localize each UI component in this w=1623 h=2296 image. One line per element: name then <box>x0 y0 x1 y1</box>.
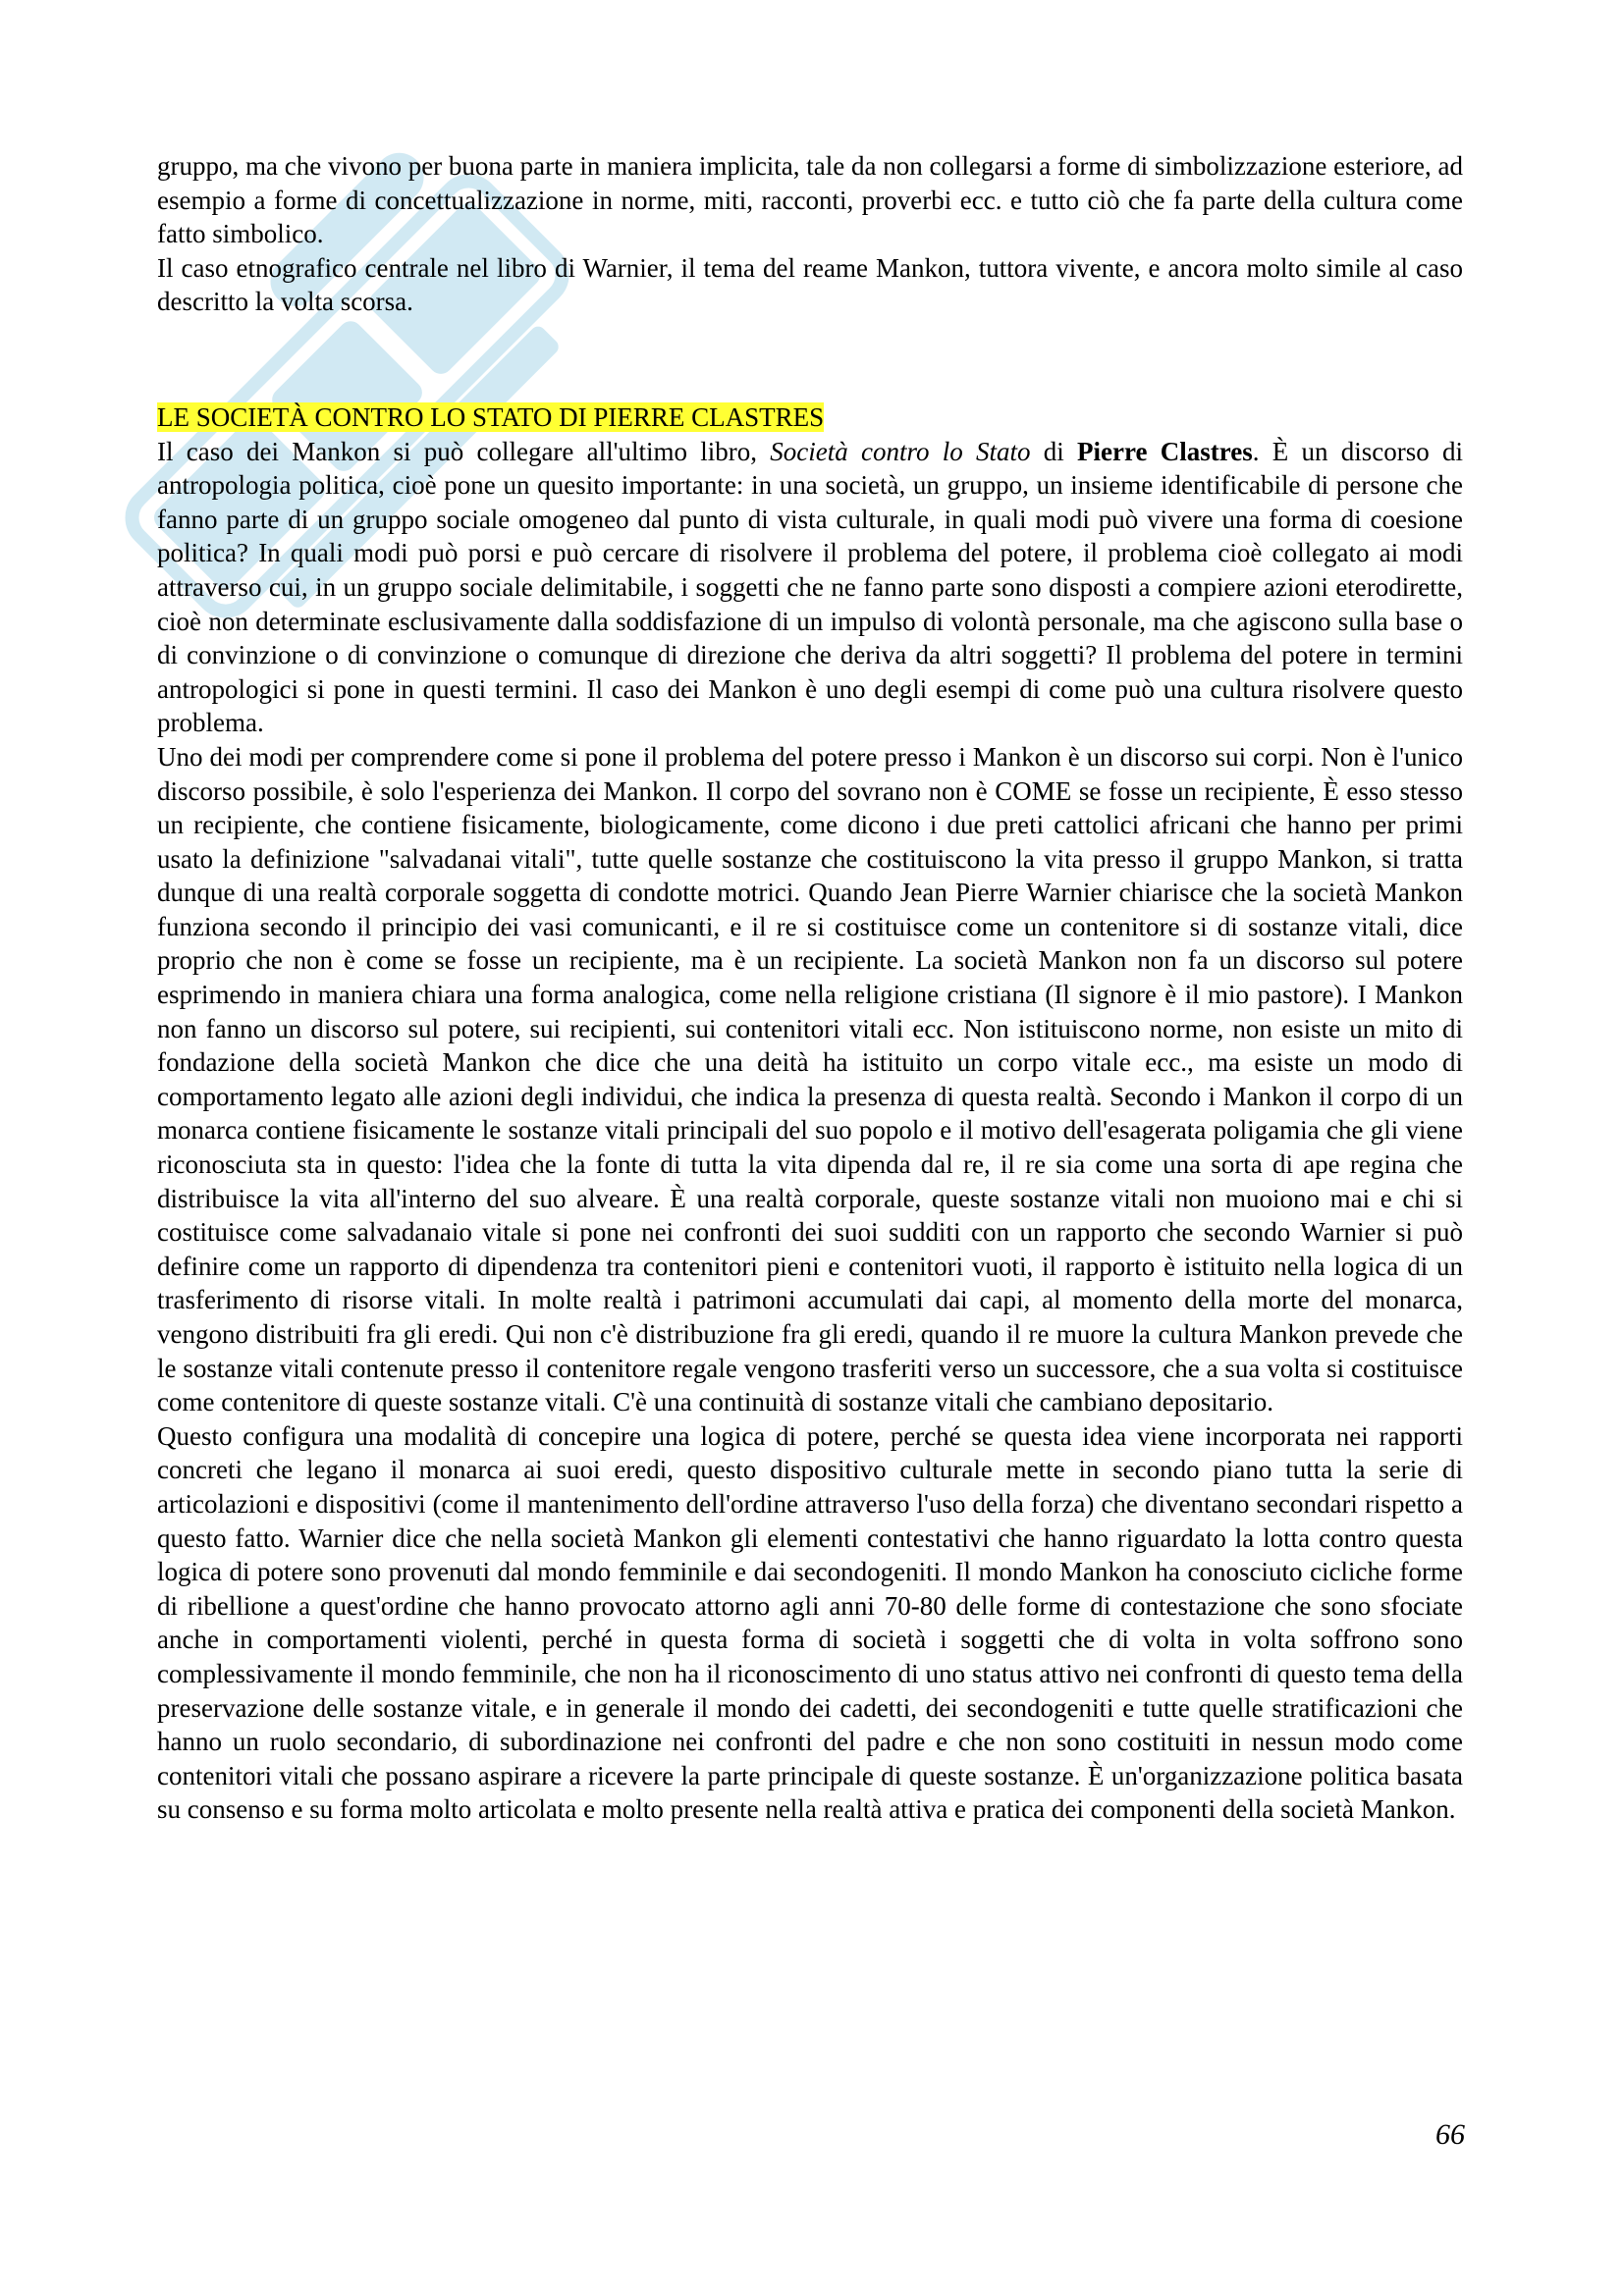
paragraph-3: Questo configura una modalità di concepire una logica di potere, perché se questa idea viene incorporata nei rapporti concreti che legano il monarca ai suoi eredi, questo dispositivo culturale mette in secondo piano tutta la serie di articolazioni e dispositivi (come il mantenimento dell'ordine attraverso l'uso della forza) che diventano secondari rispetto a questo fatto. Warnier dice che nella società Mankon gli elementi contestativi che hanno riguardato la lotta contro questa logica di potere sono provenuti dal mondo femminile e dai secondogeniti. Il mondo Mankon ha conosciuto cicliche forme di ribellione a quest'ordine che hanno provocato attorno agli anni 70-80 delle forme di contestazione che sono sfociate anche in comportamenti violenti, perché in questa forma di società i soggetti che di volta in volta soffrono sono complessivamente il mondo femminile, che non ha il riconoscimento di uno status attivo nei confronti di questo tema della preservazione delle sostanze vitale, e in generale il mondo dei cadetti, dei secondogeniti e tutte quelle stratificazioni che hanno un ruolo secondario, di subordinazione nei confronti del padre e che non sono costituiti in nessun modo come contenitori vitali che possano aspirare a ricevere la parte principale di queste sostanze. È un'organizzazione politica basata su consenso e su forma molto articolata e molto presente nella realtà attiva e pratica dei componenti della società Mankon. <box>157 1420 1463 1825</box>
section-heading <box>157 400 1463 435</box>
author-name: Pierre Clastres <box>1077 436 1253 466</box>
section-spacer <box>157 319 1463 400</box>
paragraph-1 <box>157 435 1463 740</box>
paragraph-1-di: di <box>1030 436 1078 466</box>
intro-paragraph-2: Il caso etnografico centrale nel libro di Warnier, il tema del reame Mankon, tuttora vivente, e ancora molto simile al caso descritto la volta scorsa. <box>157 252 1463 317</box>
book-title: Società contro lo Stato <box>770 436 1031 466</box>
page-number: 66 <box>1435 2118 1465 2151</box>
document-body <box>157 149 1463 1827</box>
paragraph-1-rest: . È un discorso di antropologia politica, cioè pone un quesito importante: in una società, un gruppo, un insieme identificabile di persone che fanno parte di un gruppo sociale omogeneo dal punto di vista culturale, in quali modi può vivere una forma di coesione politica? In quali modi può porsi e può cercare di risolvere il problema del potere, il problema cioè collegato ai modi attraverso cui, in un gruppo sociale delimitabile, i soggetti che ne fanno parte sono disposti a compiere azioni eterodirette, cioè non determinate esclusivamente dalla soddisfazione di un impulso di volontà personale, ma che agiscono sulla base o di convinzione o di convinzione o comunque di direzione che deriva da altri soggetti? Il problema del potere in termini antropologici si pone in questi termini. Il caso dei Mankon è uno degli esempi di come può una cultura risolvere questo problema. <box>157 436 1463 738</box>
section-heading-text: LE SOCIETÀ CONTRO LO STATO DI PIERRE CLASTRES <box>157 401 825 432</box>
intro-paragraph: gruppo, ma che vivono per buona parte in maniera implicita, tale da non collegarsi a forme di simbolizzazione esteriore, ad esempio a forme di concettualizzazione in norme, miti, racconti, proverbi ecc. e tutto ciò che fa parte della cultura come fatto simbolico. <box>157 151 1464 249</box>
paragraph-1-lead: Il caso dei Mankon si può collegare all'ultimo libro, <box>157 436 771 466</box>
paragraph-2: Uno dei modi per comprendere come si pone il problema del potere presso i Mankon è un discorso sui corpi. Non è l'unico discorso possibile, è solo l'esperienza dei Mankon. Il corpo del sovrano non è COME se fosse un recipiente, È esso stesso un recipiente, che contiene fisicamente, biologicamente, come dicono i due preti cattolici africani che hanno per primi usato la definizione "salvadanai vitali", tutte quelle sostanze che costituiscono la vita presso il gruppo Mankon, si tratta dunque di una realtà corporale soggetta di condotte motrici. Quando Jean Pierre Warnier chiarisce che la società Mankon funziona secondo il principio dei vasi comunicanti, e il re si costituisce come un contenitore si di sostanze vitali, dice proprio che non è come se fosse un recipiente, ma è un recipiente. La società Mankon non fa un discorso sul potere esprimendo in maniera chiara una forma analogica, come nella religione cristiana (Il signore è il mio pastore). I Mankon non fanno un discorso sul potere, sui recipienti, sui contenitori vitali ecc. Non istituiscono norme, non esiste un mito di fondazione della società Mankon che dice che una deità ha istituito un corpo vitale ecc., ma esiste un modo di comportamento legato alle azioni degli individui, che indica la presenza di questa realtà. Secondo i Mankon il corpo di un monarca contiene fisicamente le sostanze vitali principali del suo popolo e il motivo dell'esagerata poligamia che gli viene riconosciuta sta in questo: l'idea che la fonte di tutta la vita dipenda dal re, il re sia come una sorta di ape regina che distribuisce la vita all'interno del suo alveare. È una realtà corporale, queste sostanze vitali non muoiono mai e chi si costituisce come salvadanaio vitale si pone nei confronti dei suoi sudditi con un rapporto che secondo Warnier si può definire come un rapporto di dipendenza tra contenitori pieni e contenitori vuoti, il rapporto è istituito nella logica di un trasferimento di risorse vitali. In molte realtà i patrimoni accumulati dai capi, al momento della morte del monarca, vengono distribuiti fra gli eredi. Qui non c'è distribuzione fra gli eredi, quando il re muore la cultura Mankon prevede che le sostanze vitali contenute presso il contenitore regale vengono trasferiti verso un successore, che a sua volta si costituisce come contenitore di queste sostanze vitali. C'è una continuità di sostanze vitali che cambiano depositario. <box>157 741 1463 1417</box>
